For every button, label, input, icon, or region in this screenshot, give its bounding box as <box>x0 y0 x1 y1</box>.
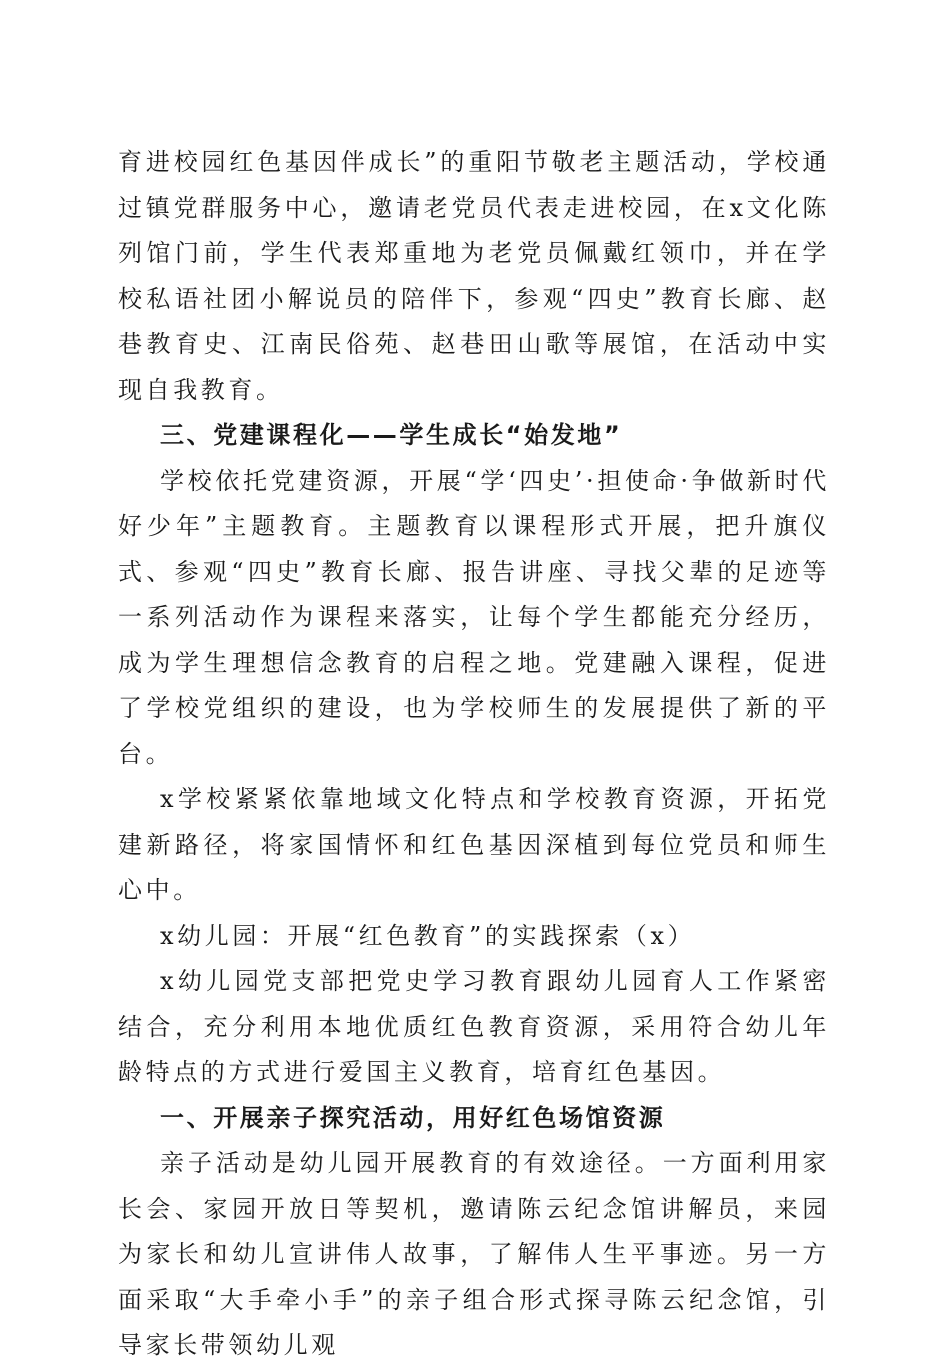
paragraph-curriculum: 学校依托党建资源，开展“学‘四史’·担使命·争做新时代好少年”主题教育。主题教育以课程形式开展，把升旗仪式、参观“四史”教育长廊、报告讲座、寻找父辈的足迹等一系列活动作为课程来落实，让每个学生都能充分经历，成为学生理想信念教育的启程之地。党建融入课程，促进了学校党组织的建设，也为学校师生的发展提供了新的平台。 <box>118 466 830 768</box>
paragraph-continuation: 育进校园红色基因伴成长”的重阳节敬老主题活动，学校通过镇党群服务中心，邀请老党员代表走进校园，在x文化陈列馆门前，学生代表郑重地为老党员佩戴红领巾，并在学校私语社团小解说员的陪伴下，参观“四史”教育长廊、赵巷教育史、江南民俗苑、赵巷田山歌等展馆，在活动中实现自我教育。 <box>118 148 830 404</box>
kindergarten-title: x幼儿园：开展“红色教育”的实践探索（x） <box>160 921 696 950</box>
paragraph-parent-child-activities: 亲子活动是幼儿园开展教育的有效途径。一方面利用家长会、家园开放日等契机，邀请陈云纪念馆讲解员，来园为家长和幼儿宣讲伟人故事，了解伟人生平事迹。另一方面采取“大手牵小手”的亲子组合形式探寻陈云纪念馆，引导家长带领幼儿观 <box>118 1149 830 1359</box>
paragraph-kindergarten-intro: x幼儿园党支部把党史学习教育跟幼儿园育人工作紧密结合，充分利用本地优质红色教育资源，采用符合幼儿年龄特点的方式进行爱国主义教育，培育红色基因。 <box>118 967 830 1086</box>
paragraph-school-summary: x学校紧紧依靠地域文化特点和学校教育资源，开拓党建新路径，将家国情怀和红色基因深植到每位党员和师生心中。 <box>118 785 830 904</box>
document-body <box>118 140 830 1369</box>
section-heading-three: 三、党建课程化——学生成长“始发地” <box>160 421 623 449</box>
section-heading-one: 一、开展亲子探究活动，用好红色场馆资源 <box>160 1103 666 1132</box>
